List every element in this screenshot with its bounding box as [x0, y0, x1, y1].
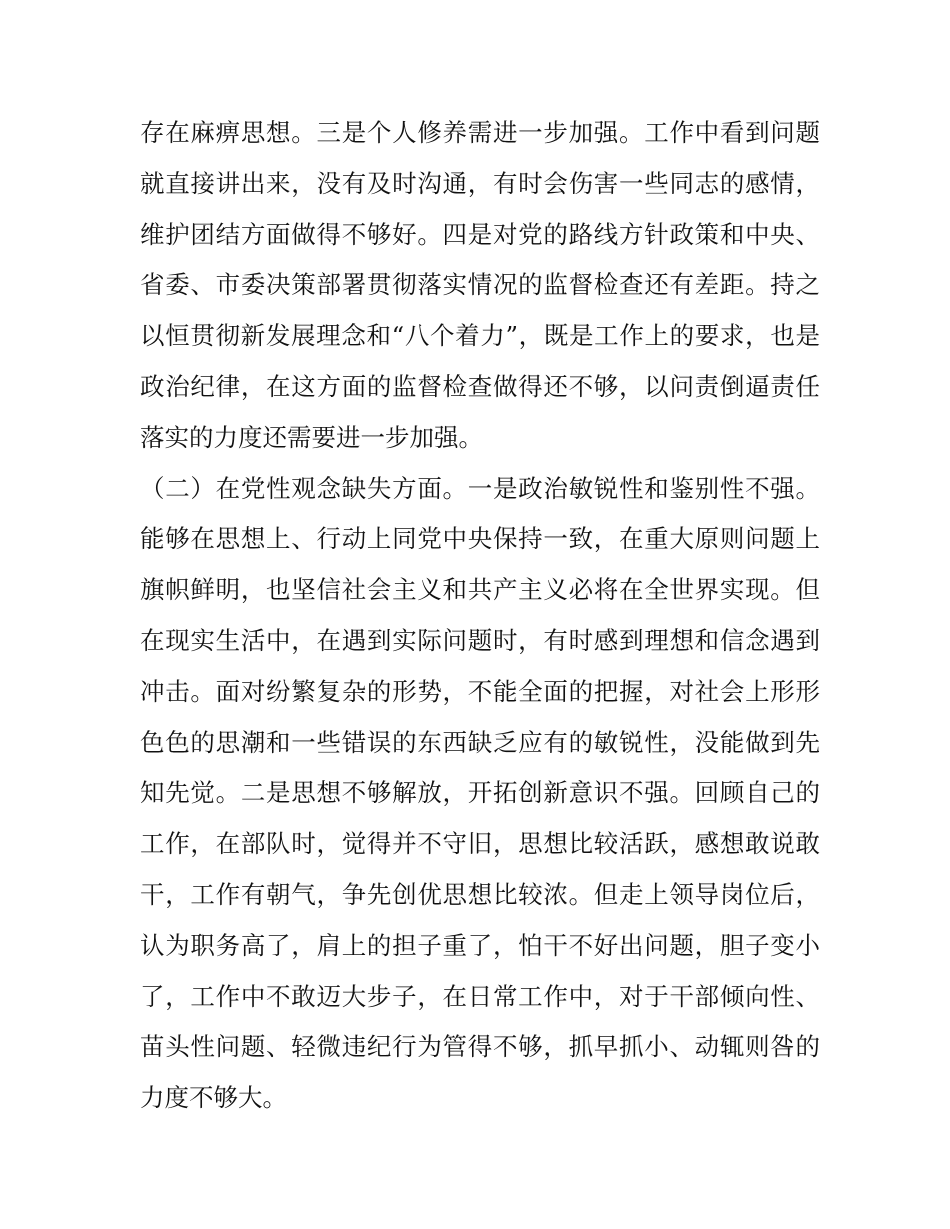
text-line: 了，工作中不敢迈大步子，在日常工作中，对于干部倾向性、: [140, 981, 820, 1011]
text-line: 认为职务高了，肩上的担子重了，怕干不好出问题，胆子变小: [140, 930, 820, 960]
text-line: 旗帜鲜明，也坚信社会主义和共产主义必将在全世界实现。但: [140, 575, 820, 605]
body-text: [140, 108, 820, 1124]
text-line: 冲击。面对纷繁复杂的形势，不能全面的把握，对社会上形形: [140, 676, 820, 706]
text-line: 力度不够大。: [140, 1083, 287, 1113]
text-line: 就直接讲出来，没有及时沟通，有时会伤害一些同志的感情，: [140, 168, 820, 198]
text-line: 苗头性问题、轻微违纪行为管得不够，抓早抓小、动辄则咎的: [140, 1032, 820, 1062]
text-line: 省委、市委决策部署贯彻落实情况的监督检查还有差距。持之: [140, 270, 820, 300]
text-line: 存在麻痹思想。三是个人修养需进一步加强。工作中看到问题: [140, 118, 820, 147]
text-line: 知先觉。二是思想不够解放，开拓创新意识不强。回顾自己的: [140, 778, 820, 808]
text-line: 工作，在部队时，觉得并不守旧，思想比较活跃，感想敢说敢: [140, 829, 820, 859]
text-line: 政治纪律，在这方面的监督检查做得还不够，以问责倒逼责任: [140, 371, 820, 401]
section-heading-line: （二）在党性观念缺失方面。一是政治敏锐性和鉴别性不强。: [140, 473, 820, 503]
text-line: 色色的思潮和一些错误的东西缺乏应有的敏锐性，没能做到先: [140, 727, 820, 757]
text-line: 能够在思想上、行动上同党中央保持一致，在重大原则问题上: [140, 524, 820, 554]
text-line: 落实的力度还需要进一步加强。: [140, 422, 483, 452]
text-line: 维护团结方面做得不够好。四是对党的路线方针政策和中央、: [140, 219, 820, 249]
text-line: 以恒贯彻新发展理念和“八个着力”，既是工作上的要求，也是: [140, 321, 820, 351]
text-line: 干，工作有朝气，争先创优思想比较浓。但走上领导岗位后，: [140, 879, 820, 909]
text-line: 在现实生活中，在遇到实际问题时，有时感到理想和信念遇到: [140, 625, 820, 655]
